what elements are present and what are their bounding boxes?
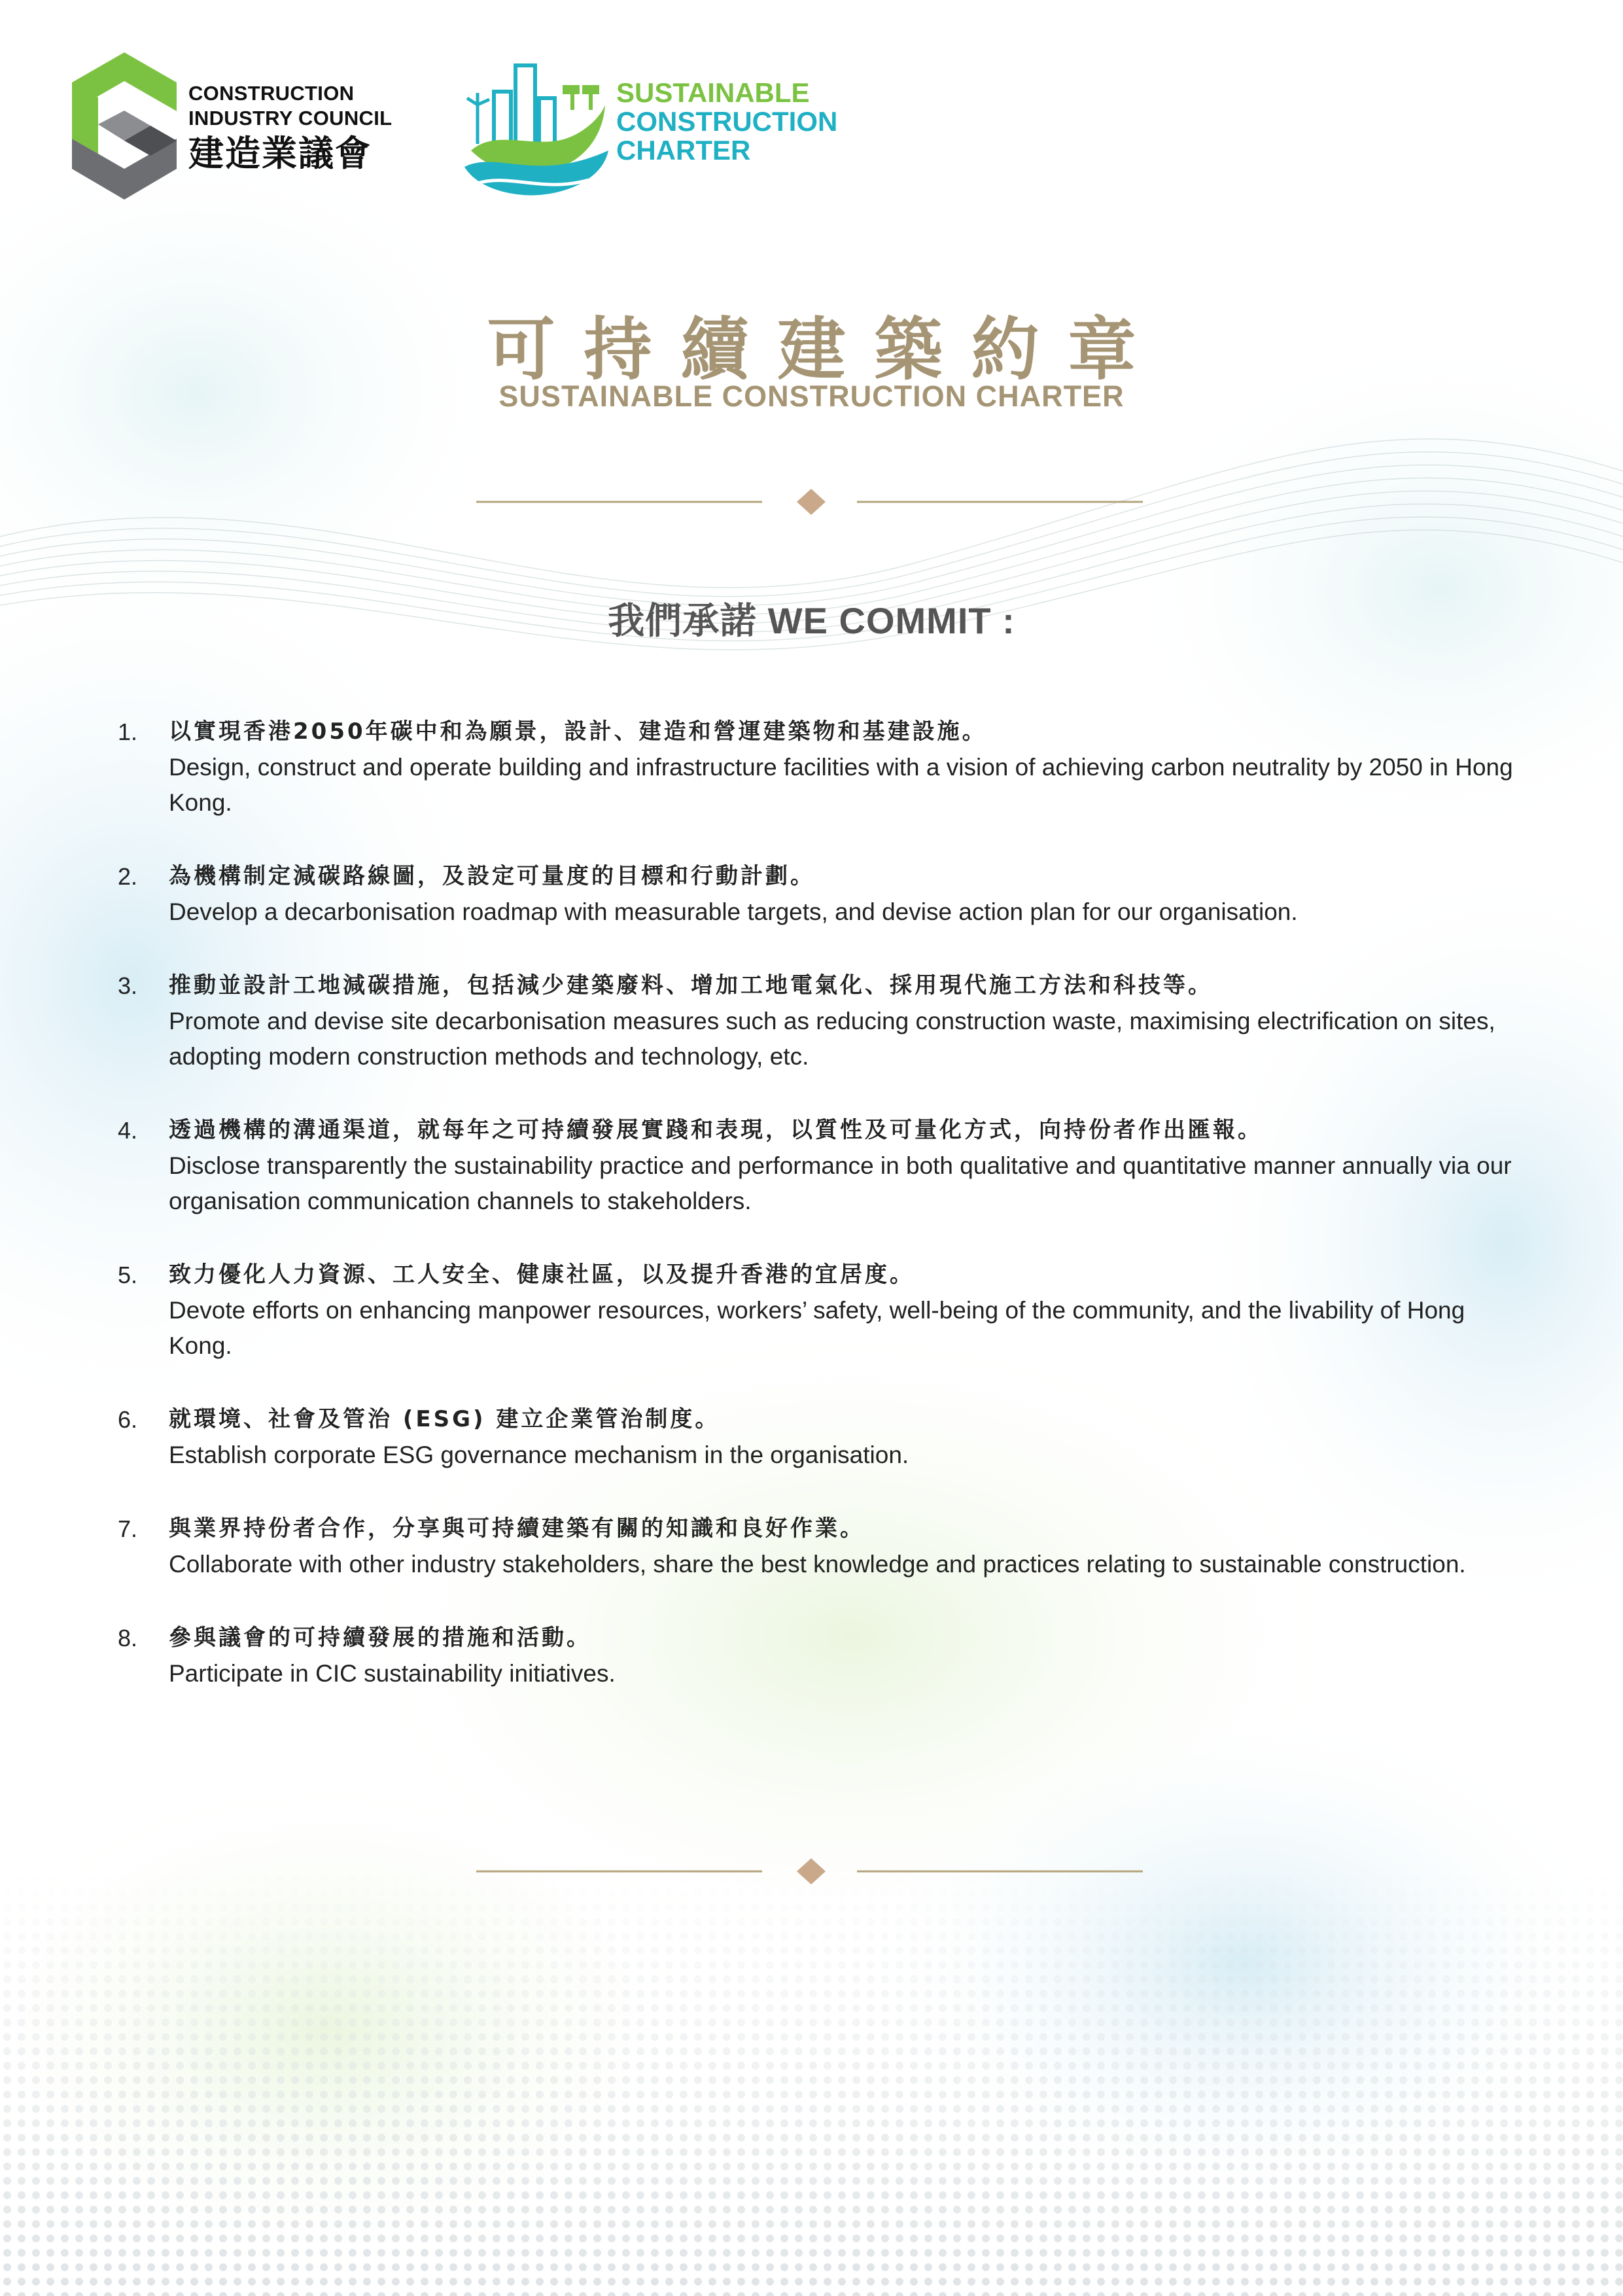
list-item xyxy=(118,1256,1524,1364)
item-text-en: Establish corporate ESG governance mechanism in the organisation. xyxy=(169,1441,909,1468)
page-title-zh: 可持續建築約章 xyxy=(487,309,1165,389)
item-number: 5. xyxy=(118,1262,138,1288)
page-title-en: SUSTAINABLE CONSTRUCTION CHARTER xyxy=(498,380,1125,413)
item-number: 7. xyxy=(118,1515,138,1542)
cic-name-en-line1: CONSTRUCTION xyxy=(188,82,355,105)
scc-name-line2: CONSTRUCTION xyxy=(616,106,838,137)
top-divider xyxy=(0,489,1623,515)
divider-diamond-icon xyxy=(797,1858,826,1884)
cic-logo-mark-icon xyxy=(65,52,183,200)
list-item xyxy=(118,967,1524,1074)
item-text-en: Disclose transparently the sustainability practice and performance in both qualitative and quantitative manner annually via our organisation communication channels to stakeholders. xyxy=(169,1152,1512,1214)
item-number: 4. xyxy=(118,1117,138,1144)
commit-heading: 我們承諾 WE COMMIT : xyxy=(608,600,1015,641)
item-text-en: Develop a decarbonisation roadmap with measurable targets, and devise action plan for our organisation. xyxy=(169,898,1298,925)
item-number: 1. xyxy=(118,718,138,745)
list-item xyxy=(118,1112,1524,1219)
scc-name-line3: CHARTER xyxy=(616,135,751,166)
item-text-zh: 以實現香港2050年碳中和為願景，設計、建造和營運建築物和基建設施。 xyxy=(169,718,987,745)
item-text-zh: 透過機構的溝通渠道，就每年之可持續發展實踐和表現，以質性及可量化方式，向持份者作出匯報。 xyxy=(169,1117,1263,1143)
item-number: 6. xyxy=(118,1406,138,1433)
item-text-zh: 為機構制定減碳路線圖，及設定可量度的目標和行動計劃。 xyxy=(169,863,815,889)
list-item xyxy=(118,1619,1524,1691)
bottom-divider xyxy=(0,1858,1623,1884)
cic-name-en-line2: INDUSTRY COUNCIL xyxy=(188,107,393,130)
cic-logo xyxy=(65,52,412,203)
item-text-en: Promote and devise site decarbonisation measures such as reducing construction waste, maximising electrification on sites, adopting modern construction methods and technology, etc. xyxy=(169,1008,1495,1070)
scc-logo-city-icon xyxy=(458,52,615,200)
item-text-en: Devote efforts on enhancing manpower resources, workers’ safety, well-being of the community, and the livability of Hong Kong. xyxy=(169,1297,1465,1359)
scc-name-line1: SUSTAINABLE xyxy=(616,77,810,108)
item-text-zh: 與業界持份者合作，分享與可持續建築有關的知識和良好作業。 xyxy=(169,1515,865,1542)
list-item xyxy=(118,713,1524,821)
item-text-zh: 推動並設計工地減碳措施，包括減少建築廢料、增加工地電氣化、採用現代施工方法和科技等。 xyxy=(169,972,1213,998)
commitments-list xyxy=(118,713,1524,1729)
item-text-en: Participate in CIC sustainability initiatives. xyxy=(169,1660,616,1687)
item-number: 8. xyxy=(118,1625,138,1651)
divider-diamond-icon xyxy=(797,489,826,515)
list-item xyxy=(118,858,1524,930)
item-text-en: Design, construct and operate building and infrastructure facilities with a vision of achieving carbon neutrality by 2050 in Hong Kong. xyxy=(169,754,1513,816)
scc-logo xyxy=(458,52,877,203)
item-text-en: Collaborate with other industry stakeholders, share the best knowledge and practices relating to sustainable construction. xyxy=(169,1551,1466,1578)
cic-name-zh: 建造業議會 xyxy=(188,134,372,173)
item-text-zh: 就環境、社會及管治 (ESG) 建立企業管治制度。 xyxy=(169,1406,720,1432)
item-text-zh: 參與議會的可持續發展的措施和活動。 xyxy=(169,1625,591,1651)
item-number: 2. xyxy=(118,863,138,890)
item-text-zh: 致力優化人力資源、工人安全、健康社區，以及提升香港的宜居度。 xyxy=(169,1262,915,1288)
item-number: 3. xyxy=(118,972,138,999)
list-item xyxy=(118,1510,1524,1582)
list-item xyxy=(118,1401,1524,1473)
